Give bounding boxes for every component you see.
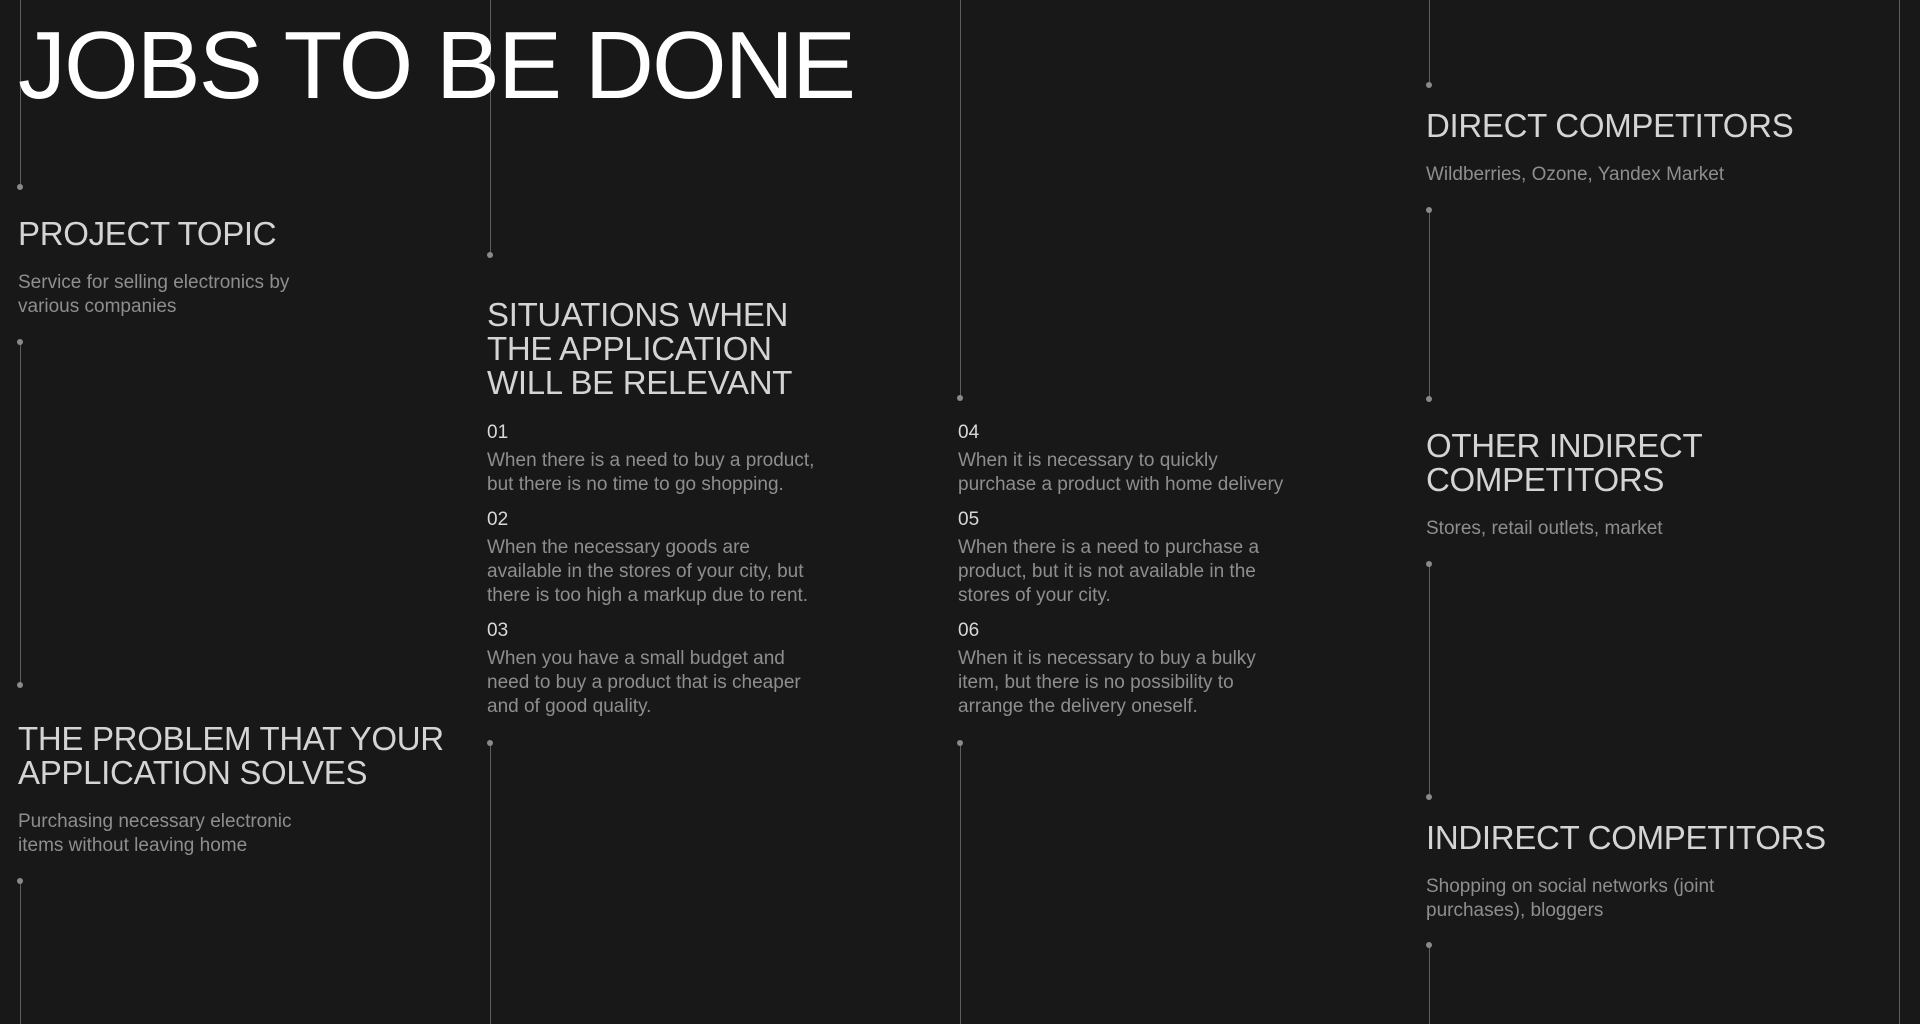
- situation-item: [487, 619, 827, 719]
- situation-text: When there is a need to purchase a product, but it is not available in the stores of your city.: [958, 537, 1260, 606]
- situation-number: 04: [958, 422, 980, 443]
- situations-heading: SITUATIONS WHEN THE APPLICATION WILL BE RELEVANT: [487, 296, 793, 401]
- situation-item: [958, 619, 1298, 719]
- situation-text: When it is necessary to quickly purchase a product with home delivery: [958, 450, 1284, 495]
- line-dot: [957, 740, 963, 746]
- direct-competitors-text: Wildberries, Ozone, Yandex Market: [1426, 164, 1725, 185]
- situation-number: 05: [958, 509, 980, 530]
- divider-line: [1429, 210, 1430, 399]
- project-topic-text: Service for selling electronics by various companies: [18, 272, 290, 317]
- situation-text: When you have a small budget and need to buy a product that is cheaper and of good quality.: [487, 648, 801, 717]
- divider-line: [20, 881, 21, 1024]
- line-dot: [17, 339, 23, 345]
- indirect-competitors-heading: INDIRECT COMPETITORS: [1426, 819, 1826, 856]
- situation-number: 02: [487, 509, 509, 530]
- situation-text: When there is a need to buy a product, but there is no time to go shopping.: [487, 450, 815, 495]
- line-dot: [1426, 82, 1432, 88]
- divider-line: [1429, 0, 1430, 85]
- situation-number: 03: [487, 620, 509, 641]
- situation-text: When the necessary goods are available in the stores of your city, but there is too high a markup due to rent.: [487, 537, 809, 606]
- divider-line: [20, 342, 21, 685]
- situation-item: [958, 421, 1298, 497]
- other-indirect-competitors-heading: OTHER INDIRECT COMPETITORS: [1426, 427, 1702, 498]
- situation-text: When it is necessary to buy a bulky item, but there is no possibility to arrange the delivery oneself.: [958, 648, 1256, 717]
- divider-line: [960, 743, 961, 1024]
- line-dot: [957, 395, 963, 401]
- situation-item: [487, 421, 827, 497]
- line-dot: [1426, 207, 1432, 213]
- line-dot: [17, 184, 23, 190]
- problem-text: Purchasing necessary electronic items without leaving home: [18, 811, 292, 856]
- line-dot: [487, 252, 493, 258]
- line-dot: [1426, 794, 1432, 800]
- project-topic-heading: PROJECT TOPIC: [18, 215, 277, 252]
- situation-number: 06: [958, 620, 980, 641]
- divider-line: [960, 0, 961, 398]
- line-dot: [1426, 561, 1432, 567]
- situation-item: [487, 508, 827, 608]
- situation-item: [958, 508, 1298, 608]
- direct-competitors-heading: DIRECT COMPETITORS: [1426, 107, 1794, 144]
- divider-line: [1899, 0, 1900, 1024]
- line-dot: [17, 682, 23, 688]
- indirect-competitors-text: Shopping on social networks (joint purchases), bloggers: [1426, 876, 1715, 921]
- line-dot: [17, 878, 23, 884]
- divider-line: [490, 743, 491, 1024]
- line-dot: [487, 740, 493, 746]
- other-indirect-competitors-text: Stores, retail outlets, market: [1426, 518, 1663, 539]
- page-title: JOBS TO BE DONE: [18, 12, 855, 119]
- situation-number: 01: [487, 422, 509, 443]
- line-dot: [1426, 396, 1432, 402]
- problem-heading: THE PROBLEM THAT YOUR APPLICATION SOLVES: [18, 720, 444, 791]
- line-dot: [1426, 942, 1432, 948]
- divider-line: [1429, 564, 1430, 797]
- divider-line: [1429, 945, 1430, 1024]
